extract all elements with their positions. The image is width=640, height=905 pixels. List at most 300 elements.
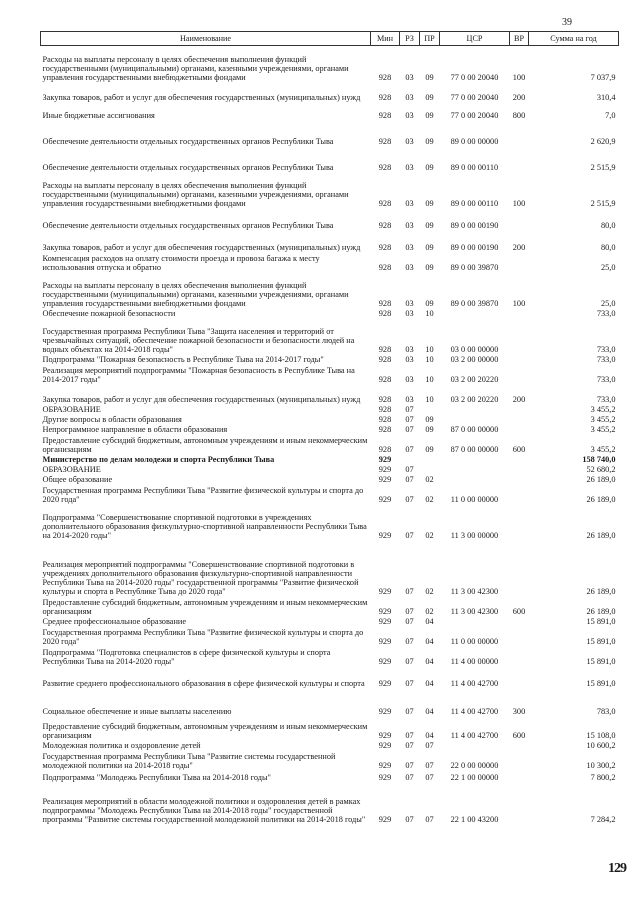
row-rz: 07 (405, 707, 414, 717)
row-vr (510, 475, 529, 485)
table-row (41, 741, 619, 751)
row-csr: 11 3 00 00000 (450, 531, 499, 541)
row-csr: 03 0 00 00000 (450, 345, 499, 355)
row-min: 929 (378, 587, 392, 597)
row-csr: 87 0 00 00000 (450, 445, 499, 455)
row-min: 929 (378, 741, 392, 751)
table-row (41, 667, 619, 689)
row-sum: 15 891,0 (586, 657, 616, 667)
row-csr (440, 475, 510, 485)
row-rz: 07 (405, 531, 414, 541)
row-name: Закупка товаров, работ и услуг для обеспечения государственных (муниципальных) нужд (42, 243, 361, 253)
budget-table (40, 31, 619, 825)
row-rz: 07 (405, 445, 414, 455)
row-min: 929 (378, 637, 392, 647)
row-sum: 7 037,9 (590, 73, 616, 83)
row-min: 929 (378, 607, 392, 617)
row-csr (440, 405, 510, 415)
corner-page-mark: 129 (608, 861, 626, 876)
row-min: 928 (378, 137, 392, 147)
header-name: Наименование (41, 32, 371, 46)
row-csr: 11 4 00 42700 (450, 731, 499, 741)
row-pr: 09 (425, 111, 434, 121)
row-pr: 09 (425, 199, 434, 209)
row-rz: 07 (405, 815, 414, 825)
row-pr: 10 (425, 375, 434, 385)
row-name: Обеспечение деятельности отдельных государственных органов Республики Тыва (42, 221, 334, 231)
row-csr: 22 1 00 43200 (450, 815, 499, 825)
row-min: 929 (378, 773, 392, 783)
table-row (41, 455, 619, 465)
row-vr (510, 425, 529, 435)
row-name: Подпрограмма "Подготовка специалистов в сфере физической культуры и спорта Республики Тыва на 2014-2020 годы" (42, 648, 331, 667)
row-pr: 02 (425, 531, 434, 541)
row-csr: 89 0 00 00110 (450, 163, 499, 173)
row-vr (510, 771, 529, 783)
row-sum: 7 284,2 (590, 815, 616, 825)
row-sum: 15 108,0 (586, 731, 616, 741)
row-csr: 11 3 00 42300 (450, 607, 499, 617)
row-csr (440, 617, 510, 627)
row-min: 928 (378, 375, 392, 385)
row-name: Министерство по делам молодежи и спорта Республики Тыва (42, 455, 275, 465)
row-vr (510, 365, 529, 385)
table-row (41, 273, 619, 309)
row-min: 929 (378, 465, 392, 475)
row-sum: 25,0 (600, 263, 616, 273)
row-pr: 09 (425, 263, 434, 273)
row-sum: 733,0 (596, 395, 616, 405)
header-csr: ЦСР (440, 32, 510, 46)
row-sum: 733,0 (596, 345, 616, 355)
row-name: Среднее профессиональное образование (42, 617, 187, 627)
table-row (41, 617, 619, 627)
row-pr: 09 (425, 243, 434, 253)
table-row (41, 46, 619, 83)
row-pr: 07 (425, 741, 434, 751)
row-min: 929 (378, 679, 392, 689)
row-min: 928 (378, 425, 392, 435)
table-row (41, 425, 619, 435)
row-name: Иные бюджетные ассигнования (42, 111, 155, 121)
row-min: 928 (378, 111, 392, 121)
row-sum: 2 515,9 (590, 199, 616, 209)
row-min: 929 (378, 531, 392, 541)
row-vr (510, 667, 529, 689)
row-vr (510, 147, 529, 173)
row-pr: 09 (425, 415, 434, 425)
header-rz: РЗ (400, 32, 420, 46)
table-row (41, 147, 619, 173)
row-vr: 200 (512, 243, 526, 253)
table-row (41, 627, 619, 647)
row-sum: 10 600,2 (586, 741, 616, 751)
row-rz: 03 (405, 199, 414, 209)
row-csr: 89 0 00 39870 (450, 263, 499, 273)
row-csr: 11 4 00 42700 (450, 707, 499, 717)
row-rz: 07 (405, 465, 414, 475)
table-row (41, 541, 619, 597)
row-pr (420, 405, 440, 415)
row-name: Государственная программа Республики Тыва "Развитие физической культуры и спорта до 2020 года" (42, 628, 364, 647)
row-csr (440, 309, 510, 319)
row-rz: 03 (405, 263, 414, 273)
row-vr (510, 121, 529, 147)
row-vr (510, 319, 529, 355)
row-min: 929 (378, 731, 392, 741)
table-row (41, 465, 619, 475)
row-pr: 04 (425, 637, 434, 647)
row-csr: 22 1 00 00000 (450, 773, 499, 783)
row-name: Общее образование (42, 475, 113, 485)
row-csr: 89 0 00 00110 (450, 199, 499, 209)
row-min: 928 (378, 395, 392, 405)
row-name: Расходы на выплаты персоналу в целях обеспечения выполнения функций государственными (муниципальными) органами, казенными учреждениями, органами управления государственными внебюджетными фондами (42, 180, 349, 209)
row-min: 928 (378, 355, 392, 365)
row-min: 929 (378, 657, 392, 667)
row-name: Расходы на выплаты персоналу в целях обеспечения выполнения функций государственными (муниципальными) органами, казенными учреждениями, органами управления государственными внебюджетными фондами (42, 280, 349, 309)
row-min: 928 (378, 263, 392, 273)
row-pr: 09 (425, 73, 434, 83)
row-rz: 07 (405, 587, 414, 597)
table-row (41, 319, 619, 355)
row-sum: 80,0 (600, 243, 616, 253)
row-min: 928 (378, 93, 392, 103)
row-pr: 09 (425, 299, 434, 309)
row-sum: 2 620,9 (590, 137, 616, 147)
row-rz: 07 (405, 415, 414, 425)
row-pr: 02 (425, 607, 434, 617)
table-row (41, 689, 619, 717)
row-sum: 3 455,2 (590, 425, 616, 435)
row-vr (510, 209, 529, 231)
row-pr: 09 (425, 137, 434, 147)
row-pr (420, 455, 440, 465)
row-vr: 300 (512, 707, 526, 717)
row-name: Обеспечение деятельности отдельных государственных органов Республики Тыва (42, 163, 334, 173)
row-rz: 07 (405, 731, 414, 741)
row-rz: 03 (405, 93, 414, 103)
table-row (41, 103, 619, 121)
row-name: Подпрограмма "Совершенствование спортивной подготовки в учреждениях дополнительного образования физкультурно-спортивной направленности Республики Тыва на 2014-2020 годы" (42, 512, 367, 541)
row-pr: 09 (425, 221, 434, 231)
table-row (41, 717, 619, 741)
row-rz: 03 (405, 395, 414, 405)
row-sum: 3 455,2 (590, 445, 616, 455)
table-row (41, 485, 619, 505)
row-csr: 87 0 00 00000 (450, 425, 499, 435)
row-csr: 89 0 00 00190 (450, 221, 499, 231)
row-name: ОБРАЗОВАНИЕ (42, 405, 101, 415)
table-row (41, 209, 619, 231)
row-vr: 100 (512, 299, 526, 309)
row-vr (510, 485, 529, 505)
row-rz: 07 (405, 495, 414, 505)
table-row (41, 475, 619, 485)
row-csr: 03 2 00 00000 (450, 355, 499, 365)
table-row (41, 231, 619, 253)
row-name: Подпрограмма "Молодежь Республики Тыва на 2014-2018 годы" (42, 773, 271, 783)
row-rz: 07 (405, 741, 414, 751)
row-name: Государственная программа Республики Тыва "Развитие системы государственной молодежной политики на 2014-2018 годы" (42, 752, 336, 771)
row-min: 928 (378, 445, 392, 455)
row-name: Обеспечение пожарной безопасности (42, 309, 176, 319)
row-csr: 77 0 00 20040 (450, 93, 499, 103)
row-csr: 03 2 00 20220 (450, 395, 499, 405)
row-pr: 04 (425, 679, 434, 689)
row-sum: 7 800,2 (590, 773, 616, 783)
row-vr: 600 (512, 731, 526, 741)
table-row (41, 647, 619, 667)
row-csr (440, 741, 510, 751)
row-min: 928 (378, 243, 392, 253)
row-sum: 26 189,0 (586, 607, 616, 617)
row-csr: 11 0 00 00000 (450, 637, 499, 647)
row-csr (440, 415, 510, 425)
row-rz: 03 (405, 137, 414, 147)
row-rz: 03 (405, 299, 414, 309)
row-vr: 800 (512, 111, 526, 121)
row-sum: 26 189,0 (586, 587, 616, 597)
row-name: Компенсация расходов на оплату стоимости проезда и провоза багажа к месту использования отпуска и обратно (42, 254, 320, 273)
row-pr: 04 (425, 617, 434, 627)
row-csr: 77 0 00 20040 (450, 111, 499, 121)
row-rz: 03 (405, 73, 414, 83)
row-csr (440, 455, 510, 465)
row-name: Предоставление субсидий бюджетным, автономным учреждениям и иным некоммерческим организациям (42, 598, 368, 617)
table-row (41, 121, 619, 147)
row-vr: 100 (512, 199, 526, 209)
row-sum: 733,0 (596, 309, 616, 319)
row-pr: 07 (425, 815, 434, 825)
row-min: 929 (378, 475, 392, 485)
row-name: Расходы на выплаты персоналу в целях обеспечения выполнения функций государственными (муниципальными) органами, казенными учреждениями, органами управления государственными внебюджетными фондами (42, 54, 349, 83)
row-rz: 07 (405, 405, 414, 415)
table-row (41, 751, 619, 771)
row-csr: 77 0 00 20040 (450, 73, 499, 83)
table-row (41, 253, 619, 273)
table-row (41, 771, 619, 783)
table-row (41, 505, 619, 541)
row-vr (510, 405, 529, 415)
row-name: Государственная программа Республики Тыва "Защита населения и территорий от чрезвычайных ситуаций, обеспечение пожарной безопасности и безопасности людей на водных объектах на 2014-2018 годы" (42, 326, 355, 355)
header-vr: ВР (510, 32, 529, 46)
row-sum: 26 189,0 (586, 475, 616, 485)
row-sum: 733,0 (596, 355, 616, 365)
row-min: 929 (378, 617, 392, 627)
row-rz: 07 (405, 761, 414, 771)
row-name: Реализация мероприятий в области молодежной политики и оздоровления детей в рамках подпрограммы "Молодежь Республики Тыва на 2014-2018 годы" государственной программы "Развитие системы государственной молодежной политики на 2014-2018 годы" (42, 796, 366, 825)
row-csr (440, 465, 510, 475)
row-pr: 09 (425, 445, 434, 455)
row-rz: 03 (405, 221, 414, 231)
row-vr (510, 455, 529, 465)
row-pr: 07 (425, 773, 434, 783)
row-vr: 200 (512, 395, 526, 405)
row-sum: 15 891,0 (586, 679, 616, 689)
row-rz: 03 (405, 309, 414, 319)
row-rz: 07 (405, 607, 414, 617)
row-min: 928 (378, 405, 392, 415)
row-pr: 10 (425, 309, 434, 319)
table-row (41, 435, 619, 455)
row-pr: 04 (425, 707, 434, 717)
row-pr: 04 (425, 731, 434, 741)
row-vr (510, 627, 529, 647)
row-csr: 89 0 00 39870 (450, 299, 499, 309)
row-rz: 07 (405, 475, 414, 485)
row-name: ОБРАЗОВАНИЕ (42, 465, 101, 475)
row-name: Реализация мероприятий подпрограммы "Пожарная безопасность в Республике Тыва на 2014-2017 годы" (42, 366, 355, 385)
row-rz: 03 (405, 111, 414, 121)
row-pr: 09 (425, 93, 434, 103)
row-min: 929 (378, 495, 392, 505)
row-name: Непрограммное направление в области образования (42, 425, 228, 435)
row-sum: 80,0 (600, 221, 616, 231)
row-vr (510, 415, 529, 425)
row-rz: 07 (405, 773, 414, 783)
row-vr: 600 (512, 445, 526, 455)
table-row (41, 365, 619, 385)
row-rz: 03 (405, 355, 414, 365)
row-min: 929 (378, 761, 392, 771)
row-csr: 89 0 00 00190 (450, 243, 499, 253)
row-min: 928 (378, 309, 392, 319)
row-pr (420, 465, 440, 475)
row-csr: 03 2 00 20220 (450, 375, 499, 385)
row-csr: 89 0 00 00000 (450, 137, 499, 147)
page-number: 39 (562, 17, 572, 28)
row-sum: 733,0 (596, 375, 616, 385)
row-vr (510, 783, 529, 825)
row-vr (510, 253, 529, 273)
table-header-row (41, 32, 619, 46)
row-name: Другие вопросы в области образования (42, 415, 182, 425)
row-pr: 10 (425, 395, 434, 405)
row-vr: 600 (512, 607, 526, 617)
row-pr: 10 (425, 355, 434, 365)
row-sum: 7,0 (605, 111, 616, 121)
row-name: Обеспечение деятельности отдельных государственных органов Республики Тыва (42, 137, 334, 147)
table-row (41, 83, 619, 103)
row-csr: 11 3 00 42300 (450, 587, 499, 597)
table-row (41, 597, 619, 617)
row-pr: 10 (425, 345, 434, 355)
row-sum: 3 455,2 (590, 405, 616, 415)
row-sum: 310,4 (596, 93, 616, 103)
row-sum: 25,0 (600, 299, 616, 309)
row-name: Подпрограмма "Пожарная безопасность в Республике Тыва на 2014-2017 годы" (42, 355, 324, 365)
table-row (41, 173, 619, 209)
table-row (41, 355, 619, 365)
row-sum: 158 740,0 (582, 455, 616, 465)
row-sum: 10 300,2 (586, 761, 616, 771)
row-rz: 07 (405, 637, 414, 647)
row-min: 928 (378, 415, 392, 425)
row-vr (510, 741, 529, 751)
row-min: 928 (378, 73, 392, 83)
row-vr (510, 505, 529, 541)
row-vr (510, 355, 529, 365)
row-sum: 2 515,9 (590, 163, 616, 173)
row-rz: 07 (405, 657, 414, 667)
row-vr (510, 751, 529, 771)
row-vr (510, 541, 529, 597)
row-name: Предоставление субсидий бюджетным, автономным учреждениям и иным некоммерческим организациям (42, 436, 368, 455)
table-body (41, 46, 619, 825)
header-min: Мин (371, 32, 400, 46)
row-rz (400, 455, 420, 465)
row-name: Молодежная политика и оздоровление детей (42, 741, 201, 751)
header-sum: Сумма на год (529, 32, 619, 46)
row-pr: 02 (425, 587, 434, 597)
row-name: Закупка товаров, работ и услуг для обеспечения государственных (муниципальных) нужд (42, 395, 361, 405)
row-csr: 11 4 00 42700 (450, 679, 499, 689)
row-min: 929 (378, 815, 392, 825)
row-pr: 07 (425, 761, 434, 771)
row-csr: 22 0 00 00000 (450, 761, 499, 771)
row-rz: 07 (405, 425, 414, 435)
row-rz: 03 (405, 375, 414, 385)
row-pr: 04 (425, 657, 434, 667)
table-row (41, 405, 619, 415)
row-min: 929 (378, 455, 392, 465)
row-csr: 11 4 00 00000 (450, 657, 499, 667)
row-name: Развитие среднего профессионального образования в сфере физической культуры и спорта (42, 679, 365, 689)
row-rz: 03 (405, 345, 414, 355)
row-name: Социальное обеспечение и иные выплаты населению (42, 707, 232, 717)
row-name: Предоставление субсидий бюджетным, автономным учреждениям и иным некоммерческим организациям (42, 722, 368, 741)
row-vr: 200 (512, 93, 526, 103)
row-vr (510, 309, 529, 319)
row-vr: 100 (512, 73, 526, 83)
row-min: 928 (378, 199, 392, 209)
row-sum: 15 891,0 (586, 617, 616, 627)
table-row (41, 783, 619, 825)
row-min: 928 (378, 299, 392, 309)
row-min: 929 (378, 707, 392, 717)
table-row (41, 309, 619, 319)
table-row (41, 385, 619, 405)
row-sum: 26 189,0 (586, 531, 616, 541)
row-rz: 07 (405, 679, 414, 689)
row-pr: 09 (425, 163, 434, 173)
row-sum: 26 189,0 (586, 495, 616, 505)
row-pr: 02 (425, 475, 434, 485)
row-sum: 3 455,2 (590, 415, 616, 425)
row-min: 928 (378, 221, 392, 231)
row-csr: 11 0 00 00000 (450, 495, 499, 505)
row-name: Реализация мероприятий подпрограммы "Совершенствование спортивной подготовки в учреждениях дополнительного образования физкультурно-спортивной направленности Республики Тыва на 2014-2020 годы" государственной программы "Развитие физической культуры и спорта в Республике Тыва до 2020 года" (42, 559, 359, 597)
row-vr (510, 465, 529, 475)
row-sum: 52 680,2 (586, 465, 616, 475)
row-pr: 09 (425, 425, 434, 435)
row-sum: 783,0 (596, 707, 616, 717)
row-rz: 07 (405, 617, 414, 627)
header-pr: ПР (420, 32, 440, 46)
row-rz: 03 (405, 243, 414, 253)
row-rz: 03 (405, 163, 414, 173)
row-min: 928 (378, 163, 392, 173)
row-name: Государственная программа Республики Тыва "Развитие физической культуры и спорта до 2020 года" (42, 486, 364, 505)
row-vr (510, 617, 529, 627)
table-row (41, 415, 619, 425)
row-min: 928 (378, 345, 392, 355)
row-name: Закупка товаров, работ и услуг для обеспечения государственных (муниципальных) нужд (42, 93, 361, 103)
row-pr: 02 (425, 495, 434, 505)
row-vr (510, 647, 529, 667)
row-sum: 15 891,0 (586, 637, 616, 647)
